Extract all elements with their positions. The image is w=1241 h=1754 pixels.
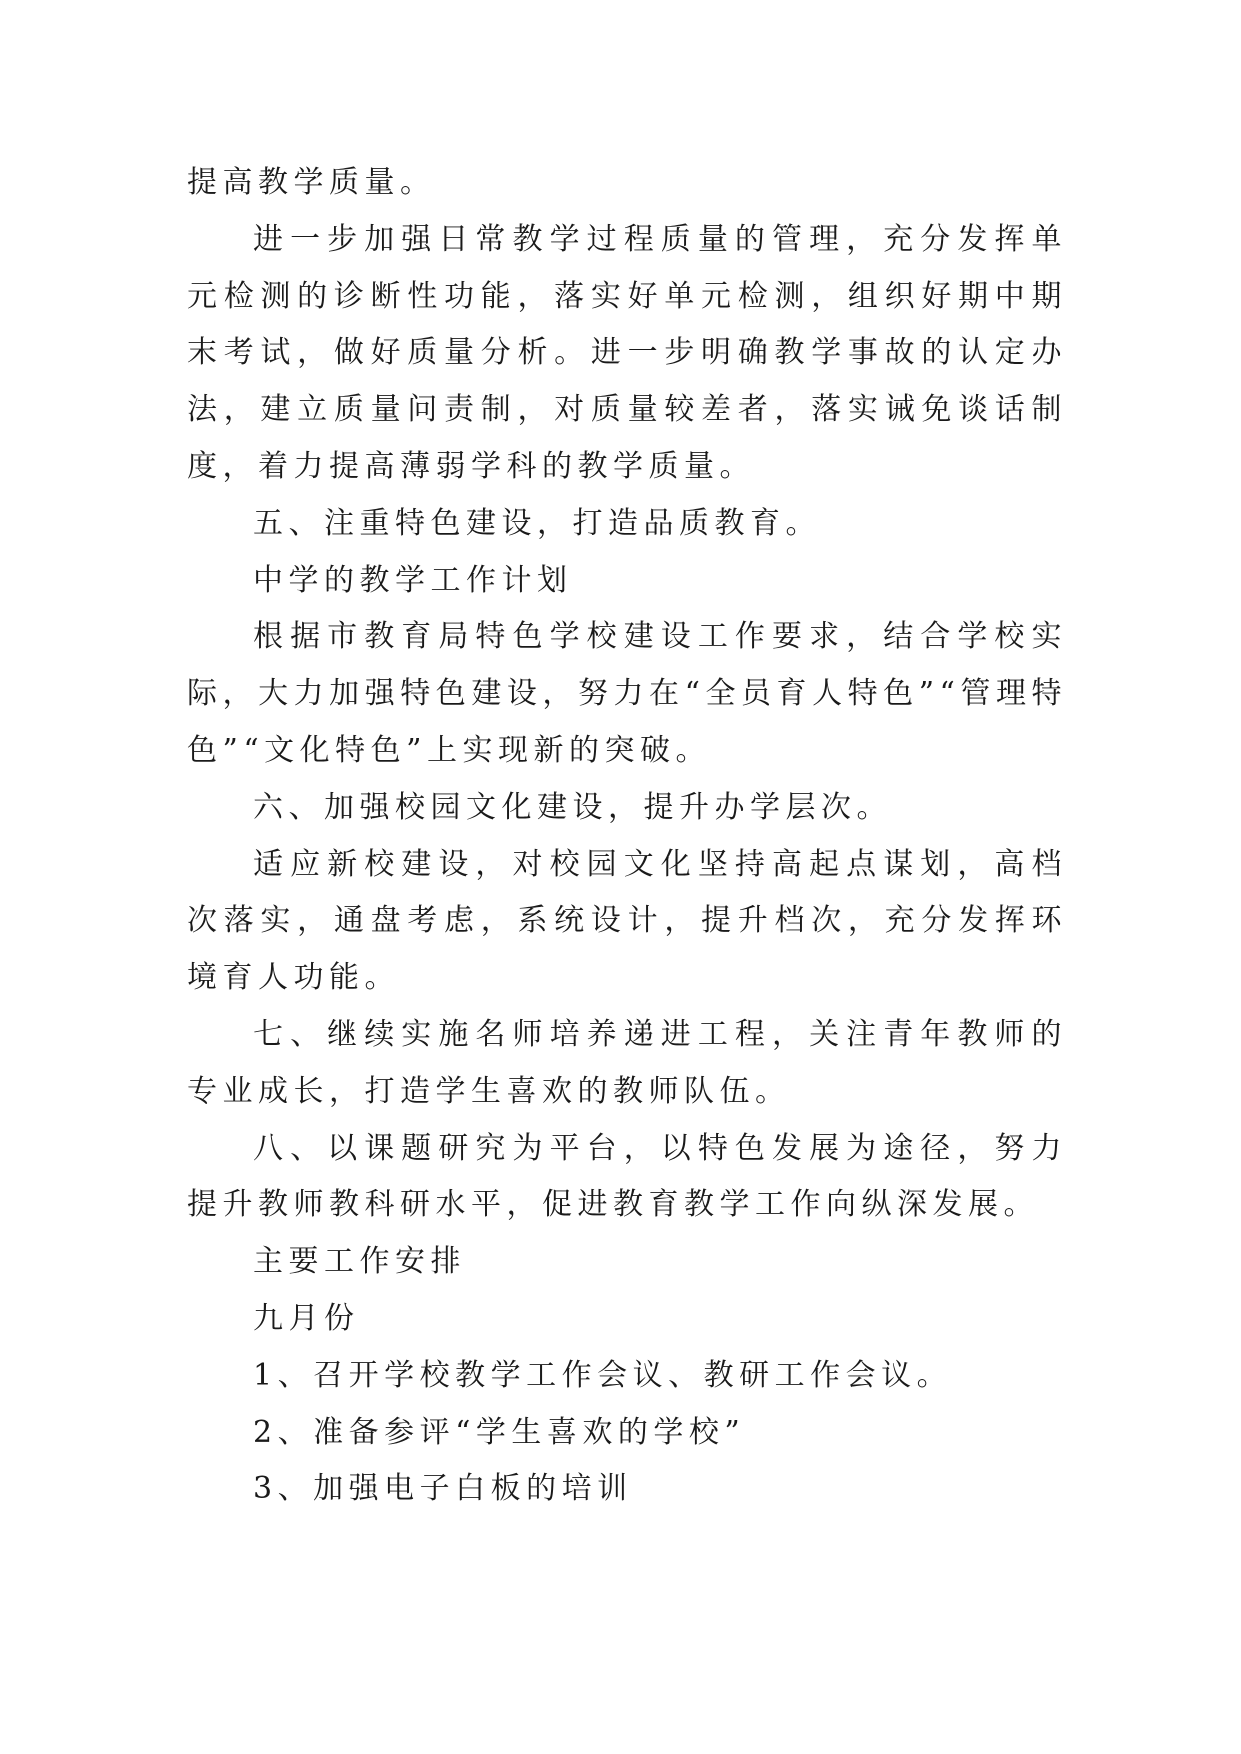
section-heading: 五、注重特色建设，打造品质教育。 (253, 505, 821, 541)
list-item: 1、召开学校教学工作会议、教研工作会议。 (253, 1357, 953, 1393)
subheading: 主要工作安排 (253, 1244, 466, 1280)
paragraph: 根据市教育局特色学校建设工作要求，结合学校实际，大力加强特色建设，努力在“全员育人特色”“管理特色”“文化特色”上实现新的突破。 (187, 619, 1067, 768)
document-body (187, 155, 1067, 1518)
list-item: 3、加强电子白板的培训 (253, 1471, 633, 1507)
section-heading: 七、继续实施名师培养递进工程，关注青年教师的专业成长，打造学生喜欢的教师队伍。 (187, 1016, 1067, 1109)
paragraph: 提高教学质量。 (187, 165, 436, 200)
month-heading: 九月份 (253, 1300, 360, 1336)
section-heading: 八、以课题研究为平台，以特色发展为途径，努力提升教师教科研水平，促进教育教学工作向纵深发展。 (187, 1130, 1067, 1223)
paragraph: 适应新校建设，对校园文化坚持高起点谋划，高档次落实，通盘考虑，系统设计，提升档次，充分发挥环境育人功能。 (187, 846, 1067, 996)
section-heading: 六、加强校园文化建设，提升办学层次。 (253, 789, 892, 825)
list-item: 2、准备参评“学生喜欢的学校” (253, 1414, 746, 1450)
paragraph: 进一步加强日常教学过程质量的管理，充分发挥单元检测的诊断性功能，落实好单元检测，组织好期中期末考试，做好质量分析。进一步明确教学事故的认定办法，建立质量问责制，对质量较差者，落实诫免谈话制度，着力提高薄弱学科的教学质量。 (187, 221, 1067, 484)
paragraph: 中学的教学工作计划 (253, 562, 573, 598)
